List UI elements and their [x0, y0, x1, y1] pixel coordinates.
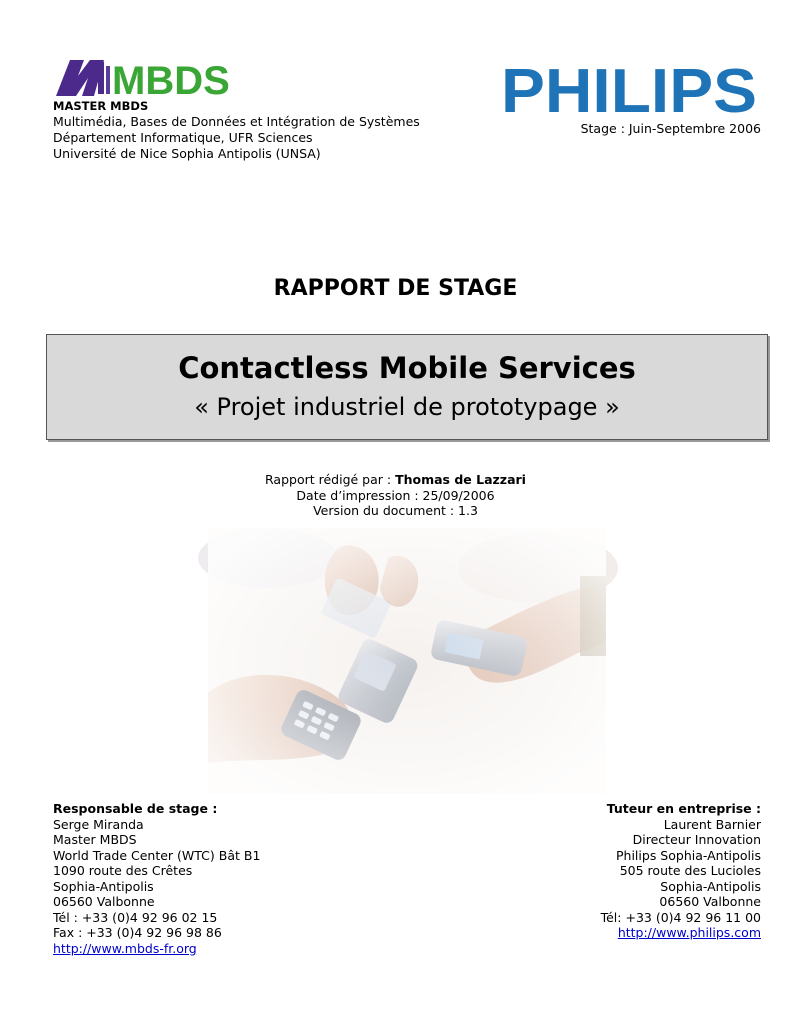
- author-prefix: Rapport rédigé par :: [265, 472, 396, 487]
- tuteur-line-1: Laurent Barnier: [663, 817, 761, 832]
- master-title: MASTER MBDS: [53, 99, 149, 113]
- affiliation-line-3: Université de Nice Sophia Antipolis (UNSA): [53, 146, 321, 161]
- tuteur-line-3: Philips Sophia-Antipolis: [616, 848, 761, 863]
- responsable-fax: Fax : +33 (0)4 92 96 98 86: [53, 925, 222, 940]
- main-title: Contactless Mobile Services: [178, 351, 636, 385]
- title-box: [46, 334, 768, 440]
- sub-title: « Projet industriel de prototypage »: [194, 393, 620, 421]
- responsable-phone: Tél : +33 (0)4 92 96 02 15: [53, 910, 218, 925]
- affiliation-line-2: Département Informatique, UFR Sciences: [53, 130, 313, 145]
- tuteur-phone: Tél: +33 (0)4 92 96 11 00: [600, 910, 761, 925]
- hero-image-phones: [208, 528, 606, 794]
- responsable-line-1: Serge Miranda: [53, 817, 144, 832]
- document-version: Version du document : 1.3: [313, 503, 478, 518]
- tuteur-line-5: Sophia-Antipolis: [660, 879, 761, 894]
- responsable-line-3: World Trade Center (WTC) Bât B1: [53, 848, 261, 863]
- tuteur-heading: Tuteur en entreprise :: [606, 801, 761, 816]
- responsable-line-6: 06560 Valbonne: [53, 894, 155, 909]
- affiliation-line-1: Multimédia, Bases de Données et Intégration de Systèmes: [53, 114, 420, 129]
- author-name: Thomas de Lazzari: [395, 472, 526, 487]
- author-line: [0, 472, 791, 487]
- philips-logo: [501, 57, 757, 126]
- responsable-line-4: 1090 route des Crêtes: [53, 863, 193, 878]
- tuteur-line-4: 505 route des Lucioles: [619, 863, 761, 878]
- philips-website-link[interactable]: http://www.philips.com: [617, 925, 761, 940]
- mbds-website-link[interactable]: http://www.mbds-fr.org: [53, 941, 197, 956]
- tuteur-line-6: 06560 Valbonne: [659, 894, 761, 909]
- report-type-heading: RAPPORT DE STAGE: [273, 276, 518, 301]
- print-date: Date d’impression : 25/09/2006: [296, 488, 495, 503]
- philips-logo-text: PHILIPS: [501, 57, 757, 126]
- responsable-line-5: Sophia-Antipolis: [53, 879, 154, 894]
- tuteur-line-2: Directeur Innovation: [632, 832, 761, 847]
- responsable-heading: Responsable de stage :: [53, 801, 218, 816]
- mbds-logo: [54, 58, 230, 103]
- mbds-logo-text: MBDS: [112, 59, 230, 103]
- responsable-line-2: Master MBDS: [53, 832, 137, 847]
- stage-period: Stage : Juin-Septembre 2006: [580, 121, 761, 136]
